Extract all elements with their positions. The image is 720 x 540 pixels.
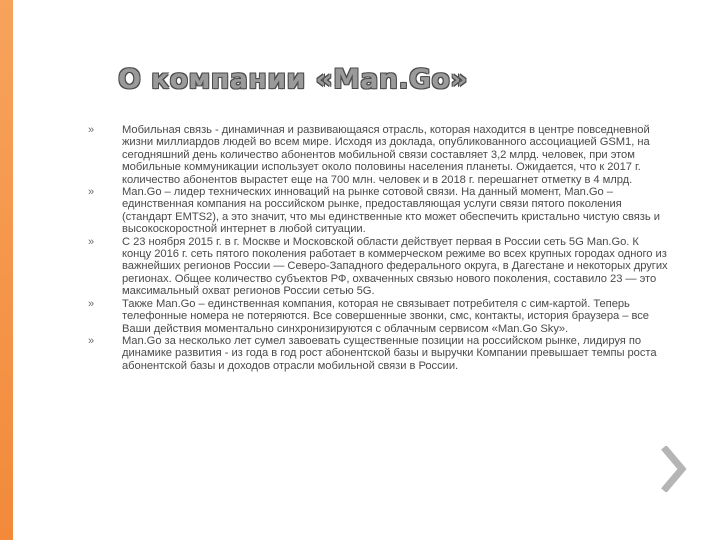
bullet-text: Также Man.Go – единственная компания, которая не связывает потребителя с сим-картой. Теперь телефонные номера не потеряются. Все совершенные звонки, смс, контакты, история браузера – все Ваши действия моментально синхронизируются с облачным сервисом «Man.Go Sky». <box>122 297 649 335</box>
bullet-marker: » <box>88 186 95 199</box>
bullet-text: Man.Go – лидер технических инноваций на рынке сотовой связи. На данный момент, Man.Go – единственная компания на российском рынке, предоставляющая услуги связи пятого поколения (стандарт EMTS2), а это значит, что мы единственные кто может обеспечить кристально чистую связь и высокоскоростной интернет в любой ситуации. <box>122 186 660 236</box>
next-slide-button[interactable] <box>660 446 688 492</box>
bullet-text: С 23 ноября 2015 г. в г. Москве и Московской области действует первая в России сеть 5G Man.Go. К концу 2016 г. сеть пятого поколения работает в коммерческом режиме во всех крупных городах одного из важнейших регионов России — Северо-Западного федерального округа, в Дагестане и некоторых других регионах. Общее количество субъектов РФ, охваченных связью нового поколения, составило 23 — это максимальный охват регионов России сетью 5G. <box>122 235 668 298</box>
bullet-marker: » <box>88 334 95 347</box>
slide-title: О компании «Man.Go» <box>118 64 468 95</box>
bullet-marker: » <box>88 124 95 136</box>
bullet-marker: » <box>88 235 95 248</box>
list-item <box>88 124 668 186</box>
bullet-marker: » <box>88 297 95 310</box>
bullet-list <box>88 124 668 372</box>
list-item <box>88 236 668 298</box>
bullet-text: Мобильная связь - динамичная и развивающаяся отрасль, которая находится в центре повседневной жизни миллиардов людей во всем мире. Исходя из доклада, опубликованного ассоциацией GSM1, на сегодняшний день количество абонентов мобильной связи составляет 3,2 млрд. человек, при этом мобильные коммуникации использует около половины населения планеты. Ожидается, что к 2017 г. количество абонентов вырастет еще на 700 млн. человек и в 2018 г. перешагнет отметку в 4 млрд. <box>122 124 650 186</box>
bullet-text: Man.Go за несколько лет сумел завоевать существенные позиции на российском рынке, лидируя по динамике развития - из года в год рост абонентской базы и выручки Компании превышает темпы роста абонентской базы и доходов отрасли мобильной связи в России. <box>122 334 657 372</box>
list-item <box>88 335 668 372</box>
list-item <box>88 298 668 335</box>
chevron-right-icon <box>660 446 688 492</box>
list-item <box>88 186 668 236</box>
accent-bar <box>0 0 13 540</box>
